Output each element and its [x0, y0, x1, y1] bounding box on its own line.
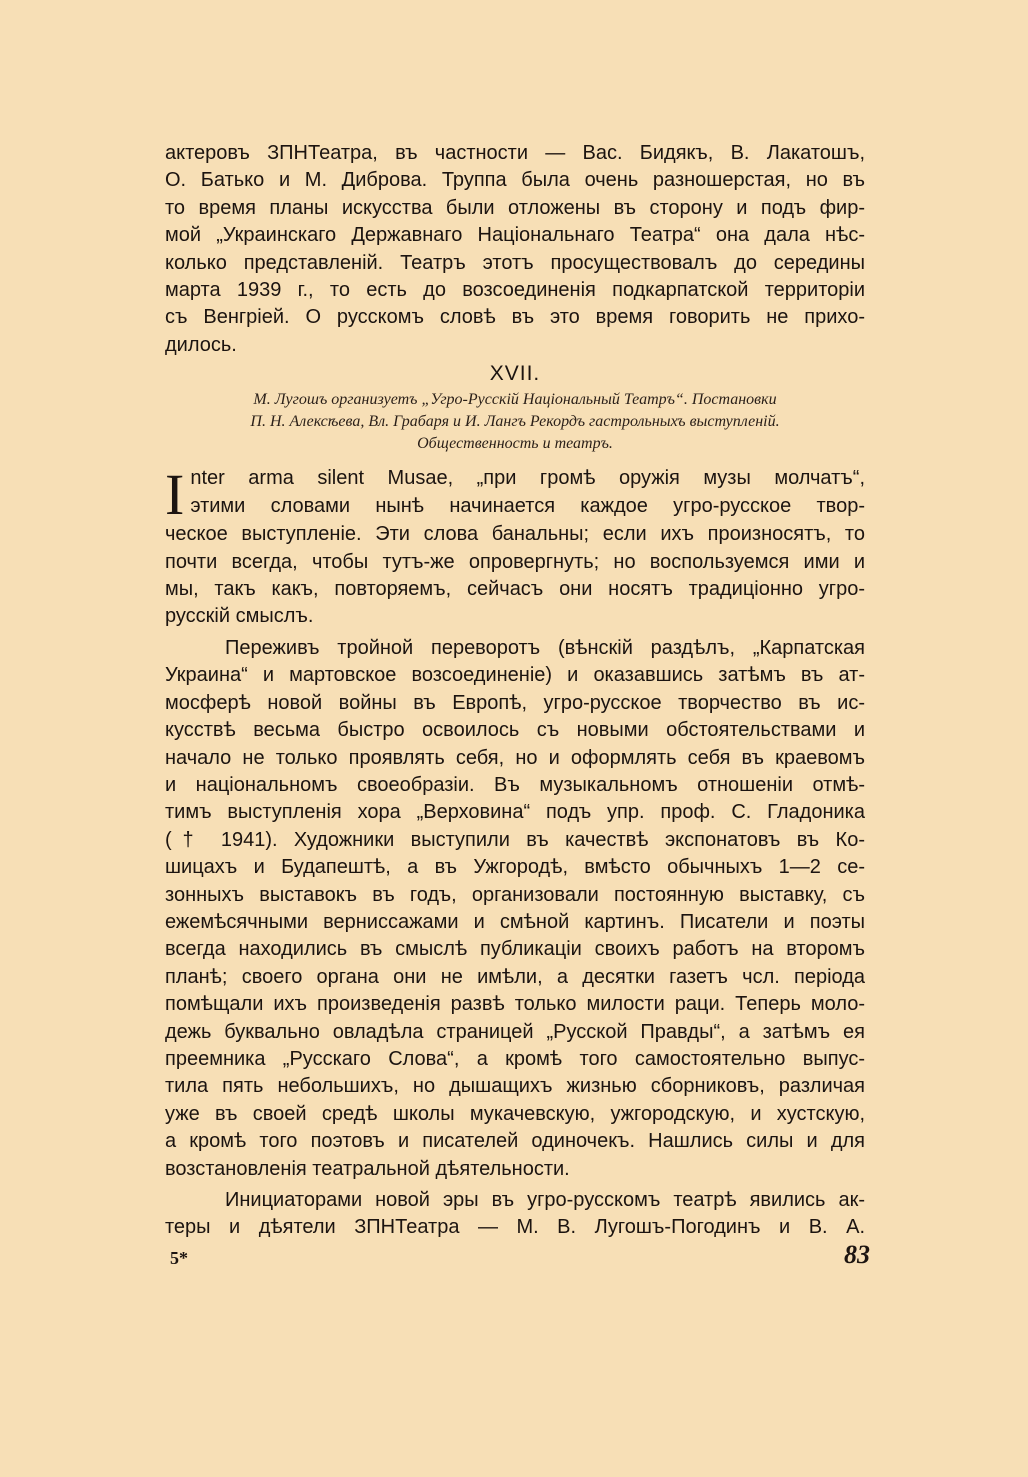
text-line: мы, такъ какъ, повторяемъ, сейчасъ они носятъ традиціонно угро- [165, 578, 865, 601]
text-line: кусствѣ весьма быстро освоилось съ новыми обстоятельствами и [165, 719, 865, 742]
paragraph-2 [165, 635, 865, 1183]
text-line: мой „Украинскаго Державнаго Національнаго Театра“ она дала нѣс- [165, 224, 865, 247]
paragraph-1 [165, 462, 865, 631]
text-line: начало не только проявлять себя, но и оформлять себя въ краевомъ [165, 746, 865, 769]
text-line: ческое выступленіе. Эти слова банальны; если ихъ произносятъ, то [165, 523, 865, 546]
summary-line: П. Н. Алексѣева, Вл. Грабаря и И. Лангъ Рекордъ гастрольныхъ выступленій. [250, 413, 780, 431]
paragraph-3 [165, 1187, 865, 1242]
text-line: возстановленія театральной дѣятельности. [165, 1157, 570, 1180]
chapter-summary [165, 389, 865, 455]
text-line: а кромѣ того поэтовъ и писателей одиночекъ. Нашлись силы и для [165, 1130, 865, 1153]
text-line: мосферѣ новой войны въ Европѣ, угро-русское творчество въ ис- [165, 691, 865, 714]
text-line: преемника „Русскаго Слова“, а кромѣ того самостоятельно выпус- [165, 1047, 865, 1070]
text-line: почти всегда, чтобы тутъ-же опровергнуть; но воспользуемся ими и [165, 550, 865, 573]
text-line: планѣ; своего органа они не имѣли, а десятки газетъ чсл. періода [165, 965, 865, 988]
text-line: ежемѣсячными вернисcажами и смѣной картинъ. Писатели и поэты [165, 910, 865, 933]
text-line: шицахъ и Будапештѣ, а въ Ужгородѣ, вмѣсто обычныхъ 1—2 се- [165, 856, 865, 879]
text-line: Переживъ тройной переворотъ (вѣнскій раздѣлъ, „Карпатская [225, 636, 865, 659]
text-line: этими словами нынѣ начинается каждое угро-русское твор- [190, 494, 865, 517]
text-line: помѣщали ихъ произведенія развѣ только милости раци. Теперь моло- [165, 993, 865, 1016]
text-line: актеровъ ЗПНТеатра, въ частности — Вас. Бидякъ, В. Лакатошъ, [165, 142, 865, 164]
text-column [165, 140, 865, 1242]
text-line: († 1941). Художники выступили въ качествѣ экспонатовъ въ Ко- [165, 828, 865, 851]
summary-line: Общественность и театръ. [417, 435, 613, 453]
text-line: и національномъ своеобразіи. Въ музыкальномъ отношеніи отмѣ- [165, 773, 865, 796]
text-line: теры и дѣятели ЗПНТеатра — М. В. Лугошъ-Погодинъ и В. А. [165, 1216, 865, 1239]
drop-cap: I [165, 462, 185, 528]
summary-line: М. Лугошъ организуетъ „Угро-Русскій Національный Театръ“. Постановки [253, 391, 777, 409]
text-line: Украина“ и мартовское возсоединеніе) и оказавшись затѣмъ въ ат- [165, 664, 865, 687]
text-line: тила пять небольшихъ, но дышащихъ жизнью сборниковъ, различая [165, 1075, 865, 1098]
text-line: тимъ выступленія хора „Верховина“ подъ упр. проф. С. Гладоника [165, 801, 865, 824]
text-line: зонныхъ выставокъ въ годъ, организовали постоянную выставку, съ [165, 883, 865, 906]
text-line: уже въ своей средѣ школы мукачевскую, ужгородскую, и хустскую, [165, 1102, 865, 1125]
text-line: марта 1939 г., то есть до возсоединенія подкарпатской территоріи [165, 279, 865, 302]
page-footer [165, 1240, 870, 1280]
text-line: всегда находились въ смыслѣ публикаціи своихъ работъ на второмъ [165, 938, 865, 961]
text-line: съ Венгріей. О русскомъ словѣ въ это время говорить не прихо- [165, 306, 865, 329]
page-number: 83 [844, 1240, 870, 1269]
signature-mark: 5* [170, 1248, 188, 1268]
chapter-heading: XVII. [489, 362, 541, 386]
text-line: Инициаторами новой эры въ угро-русскомъ театрѣ явились ак- [225, 1189, 865, 1211]
text-line: дилось. [165, 333, 237, 356]
intro-paragraph [165, 140, 865, 359]
text-line: nter arma silent Musae, „при громѣ оружія музы молчатъ“, [190, 467, 865, 490]
text-line: колько представленій. Театръ этотъ просуществовалъ до середины [165, 251, 865, 274]
text-line: дежь буквально овладѣла страницей „Русской Правды“, а затѣмъ ея [165, 1020, 865, 1043]
text-line: русскій смыслъ. [165, 605, 314, 628]
text-line: О. Батько и М. Диброва. Труппа была очень разношерстая, но въ [165, 169, 865, 192]
text-line: то время планы искусства были отложены въ сторону и подъ фир- [165, 196, 865, 219]
